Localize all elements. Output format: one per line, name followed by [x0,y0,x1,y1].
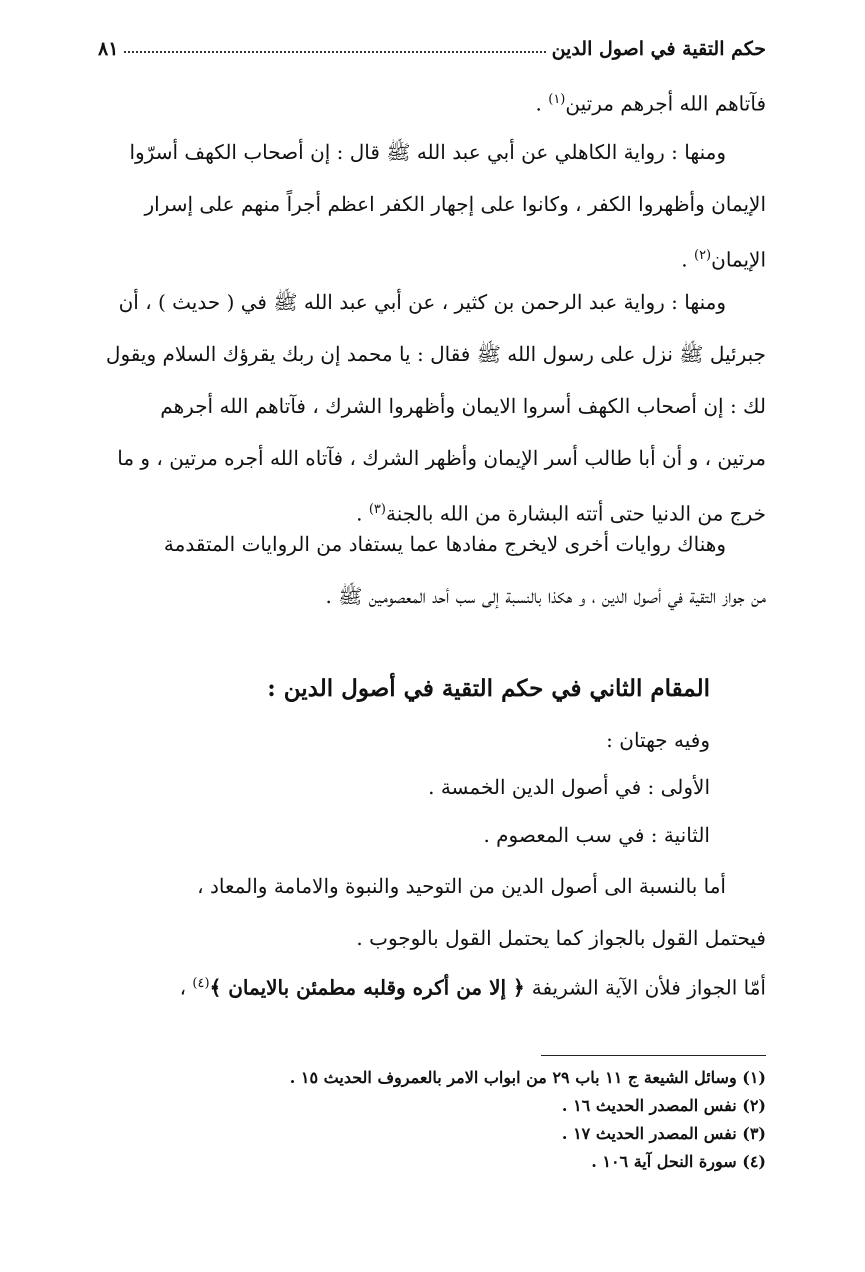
paragraph-line [98,958,766,1014]
paragraph-line: أما بالنسبة الى أصول الدين من التوحيد والنبوة والامامة والمعاد ، [197,874,726,898]
paragraph-line: فيحتمل القول بالجواز كما يحتمل القول بالوجوب . [356,926,766,950]
header-title: حكم التقية في اصول الدين [551,38,766,60]
subheading-first: الأولى : في أصول الدين الخمسة . [428,775,710,799]
footnote-1: (١) وسائل الشيعة ج ١١ باب ٢٩ من ابواب الامر بالعمروف الحديث ١٥ . [289,1068,766,1087]
paragraph-line: لك : إن أصحاب الكهف أسروا الايمان وأظهروا الشرك ، فآتاهم الله أجرهم [160,394,766,418]
line-end: ، [179,975,193,1000]
footnote-separator [541,1055,766,1056]
footnote-ref-3: (٣) [368,502,386,517]
line-text: أمّا الجواز فلأن الآية الشريفة [531,975,766,1000]
paragraph-line: مرتين ، و أن أبا طالب أسر الإيمان وأظهر الشرك ، فآتاه الله أجره مرتين ، و ما [117,446,766,470]
footnote-2: (٢) نفس المصدر الحديث ١٦ . [561,1096,766,1115]
paragraph-4 [98,518,766,622]
footnote-ref-4: (٤) [192,976,210,991]
line-text: الإيمان [711,247,766,272]
paragraph-1 [98,74,766,130]
paragraph-line: ومنها : رواية الكاهلي عن أبي عبد الله ﷺ قال : إن أصحاب الكهف أسرّوا [129,140,726,164]
paragraph-line: الإيمان وأظهروا الكفر ، وكانوا على إجهار الكفر اعظم أجراً منهم على إسرار [144,192,766,216]
running-header [98,30,766,60]
section-title: المقام الثاني في حكم التقية في أصول الدين : [267,675,710,702]
line-text: خرج من الدنيا حتى أتته البشارة من الله بالجنة [385,501,766,526]
paragraph-6 [98,958,766,1014]
page-number: ٨١ [98,38,119,60]
footnote-ref-1: (١) [548,92,566,107]
subheading-second: الثانية : في سب المعصوم . [483,823,710,847]
line-end: . [535,91,549,116]
footnote-3: (٣) نفس المصدر الحديث ١٧ . [561,1124,766,1143]
line-end: . [681,247,694,272]
paragraph-line: جبرئيل ﷺ نزل على رسول الله ﷺ فقال : يا محمد إن ربك يقرؤك السلام ويقول [105,342,766,366]
line-end: . [356,501,369,526]
paragraph-line: من جواز التقية في أصول الدين ، و هكذا بالنسبة إلى سب أحد المعصومين ﷺ . [325,584,766,608]
line-text: فآتاهم الله أجرهم مرتين [565,91,766,116]
header-dot-leader [124,51,545,53]
footnote-4: (٤) سورة النحل آية ١٠٦ . [591,1152,766,1171]
subheading-aspects: وفيه جهتان : [606,728,710,752]
quran-quote: ﴿ إلا من أكره وقلبه مطمئن بالايمان ﴾ [209,975,532,1000]
paragraph-line: وهناك روايات أخرى لايخرج مفادها عما يستفاد من الروايات المتقدمة [163,532,726,556]
footnote-ref-2: (٢) [693,248,712,263]
paragraph-line [98,74,766,130]
paragraph-2 [98,126,766,286]
paragraph-line: ومنها : رواية عبد الرحمن بن كثير ، عن أبي عبد الله ﷺ في ( حديث ) ، أن [118,290,726,314]
paragraph-5 [98,860,766,964]
paragraph-3 [98,276,766,540]
